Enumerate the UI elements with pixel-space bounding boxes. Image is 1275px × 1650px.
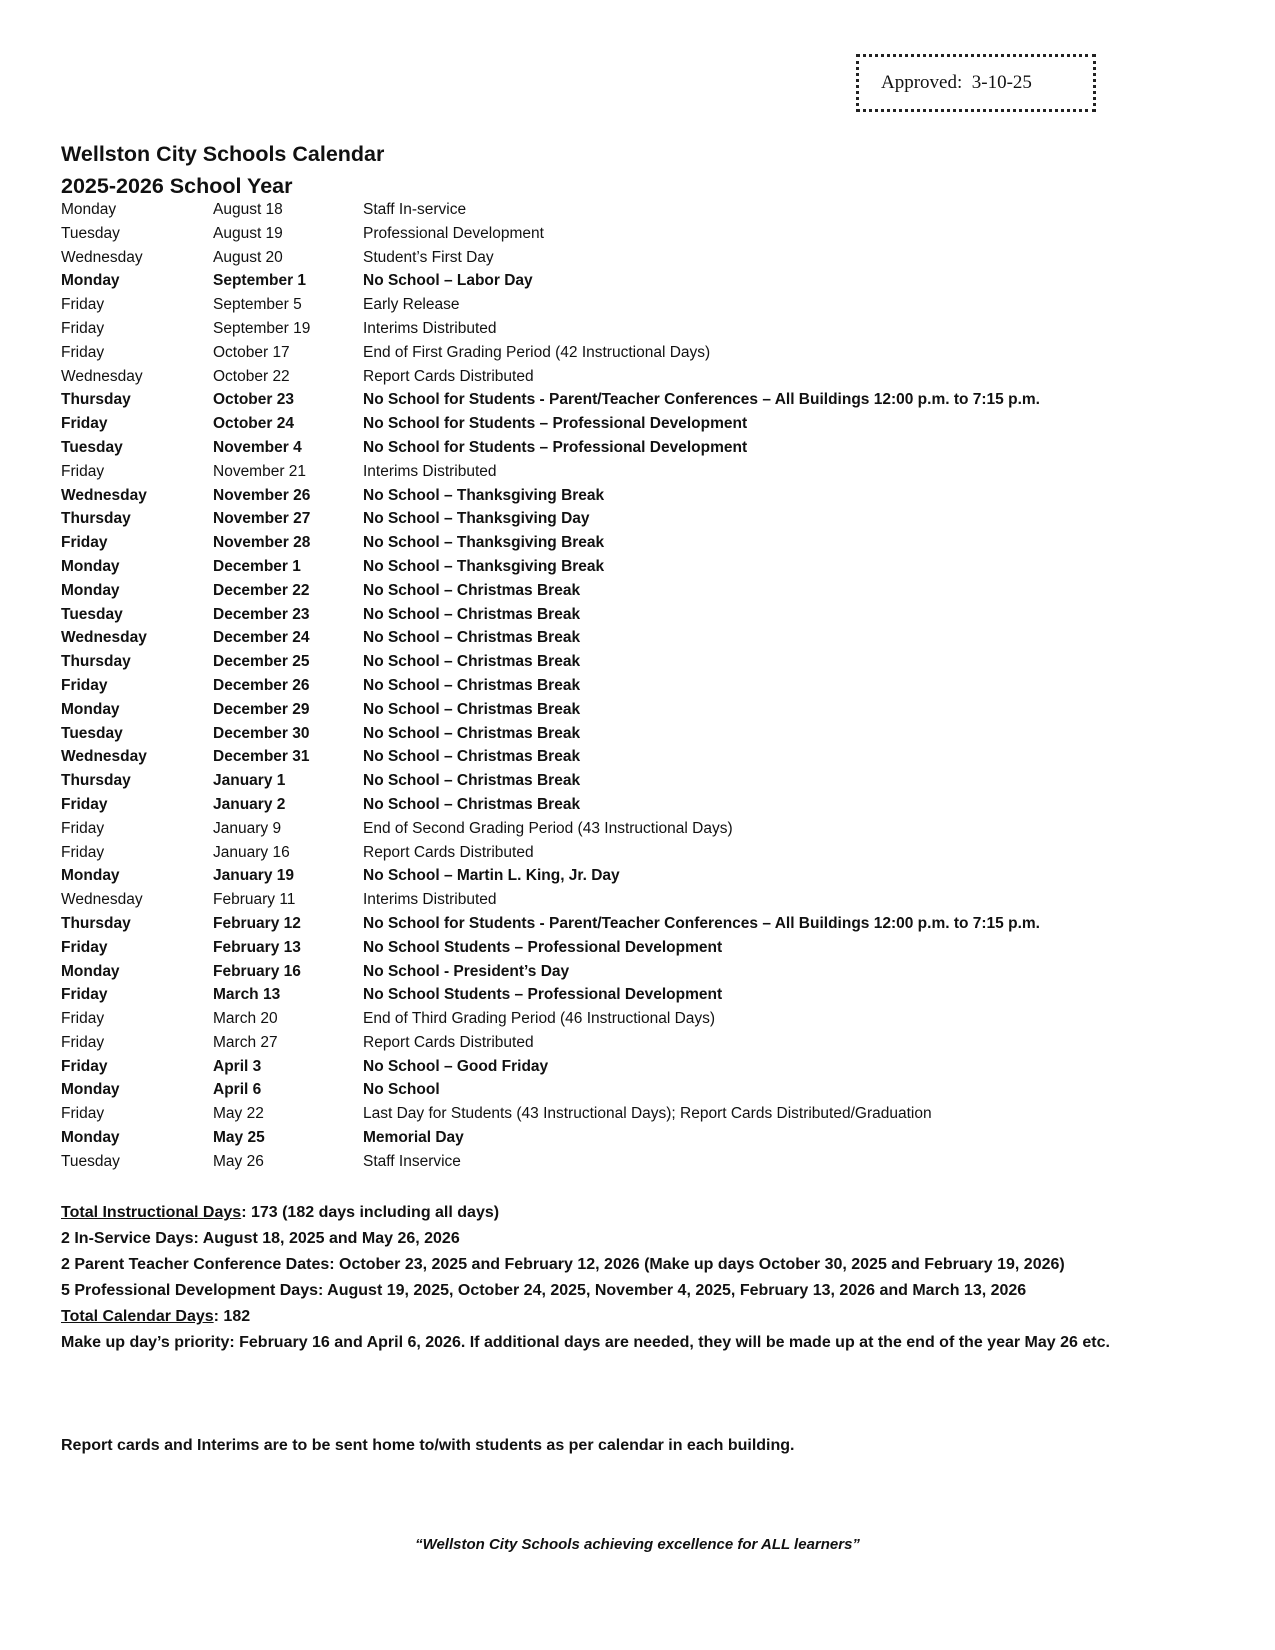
event-description: No School – Thanksgiving Day <box>363 510 590 528</box>
event-description: Interims Distributed <box>363 891 497 909</box>
event-day: Tuesday <box>61 724 123 742</box>
event-row <box>61 436 1040 460</box>
document-header <box>61 138 384 202</box>
approval-label: Approved: <box>881 72 963 93</box>
inservice-days: 2 In-Service Days: August 18, 2025 and May 26, 2026 <box>61 1230 460 1247</box>
summary-section <box>61 1200 1181 1356</box>
event-row <box>61 698 1040 722</box>
calendar-days <box>61 1304 1181 1330</box>
event-date: May 26 <box>213 1152 264 1170</box>
report-card-note: Report cards and Interims are to be sent home to/with students as per calendar in each building. <box>61 1437 795 1454</box>
event-row <box>61 674 1040 698</box>
event-date: December 25 <box>213 653 310 671</box>
conference-dates: 2 Parent Teacher Conference Dates: October 23, 2025 and February 12, 2026 (Make up days October 30, 2025 and February 19, 2026) <box>61 1256 1065 1273</box>
event-description: No School for Students – Professional Development <box>363 438 748 456</box>
event-row <box>61 1126 1040 1150</box>
document-title: Wellston City Schools Calendar <box>61 142 385 166</box>
event-row <box>61 936 1040 960</box>
event-day: Friday <box>61 415 108 433</box>
event-description: Professional Development <box>363 224 544 242</box>
event-date: May 25 <box>213 1129 265 1147</box>
event-row <box>61 603 1040 627</box>
event-description: Report Cards Distributed <box>363 1033 534 1051</box>
event-description: Report Cards Distributed <box>363 843 534 861</box>
event-date: October 23 <box>213 391 294 409</box>
event-description: Staff Inservice <box>363 1152 461 1170</box>
event-day: Tuesday <box>61 438 123 456</box>
event-day: Wednesday <box>61 748 147 766</box>
event-day: Monday <box>61 581 120 599</box>
event-description: End of Second Grading Period (43 Instructional Days) <box>363 819 733 837</box>
event-row <box>61 960 1040 984</box>
event-date: August 20 <box>213 248 283 266</box>
event-date: September 19 <box>213 319 311 337</box>
event-row <box>61 222 1040 246</box>
event-description: No School – Thanksgiving Break <box>363 486 605 504</box>
makeup-priority: Make up day’s priority: February 16 and April 6, 2026. If additional days are needed, they will be made up at the end of the year May 26 etc. <box>61 1334 1110 1351</box>
event-day: Monday <box>61 867 120 885</box>
event-date: September 1 <box>213 272 307 290</box>
event-date: December 29 <box>213 700 310 718</box>
event-row <box>61 555 1040 579</box>
event-day: Thursday <box>61 914 131 932</box>
event-row <box>61 626 1040 650</box>
approval-stamp <box>856 54 1096 112</box>
event-day: Monday <box>61 557 120 575</box>
event-day: Tuesday <box>61 224 120 242</box>
event-row <box>61 983 1040 1007</box>
event-date: February 11 <box>213 891 296 909</box>
event-row <box>61 365 1040 389</box>
event-description: No School – Labor Day <box>363 272 533 290</box>
event-row <box>61 1150 1040 1174</box>
event-day: Friday <box>61 819 105 837</box>
event-row <box>61 817 1040 841</box>
event-description: Interims Distributed <box>363 462 497 480</box>
event-description: No School for Students - Parent/Teacher Conferences – All Buildings 12:00 p.m. to 7:15 p.m. <box>363 391 1040 409</box>
event-description: No School – Christmas Break <box>363 795 581 813</box>
event-day: Friday <box>61 986 108 1004</box>
event-row <box>61 341 1040 365</box>
event-date: May 22 <box>213 1105 264 1123</box>
event-row <box>61 864 1040 888</box>
event-date: January 9 <box>213 819 282 837</box>
event-row <box>61 841 1040 865</box>
event-description: No School – Christmas Break <box>363 700 581 718</box>
document-subtitle: 2025-2026 School Year <box>61 174 293 198</box>
event-description: No School – Christmas Break <box>363 605 581 623</box>
event-day: Monday <box>61 962 120 980</box>
event-row <box>61 388 1040 412</box>
event-row <box>61 745 1040 769</box>
event-description: No School - President’s Day <box>363 962 570 980</box>
event-date: November 28 <box>213 534 311 552</box>
event-date: December 1 <box>213 557 301 575</box>
event-row <box>61 1078 1040 1102</box>
event-date: December 24 <box>213 629 310 647</box>
footer-motto: “Wellston City Schools achieving excellence for ALL learners” <box>415 1536 860 1553</box>
event-date: August 19 <box>213 224 283 242</box>
event-date: November 4 <box>213 438 302 456</box>
event-day: Thursday <box>61 510 131 528</box>
event-row <box>61 531 1040 555</box>
event-row <box>61 722 1040 746</box>
event-day: Friday <box>61 938 108 956</box>
event-description: No School Students – Professional Development <box>363 986 723 1004</box>
event-day: Friday <box>61 1010 105 1028</box>
event-description: No School – Martin L. King, Jr. Day <box>363 867 620 885</box>
event-date: December 26 <box>213 676 310 694</box>
instructional-days <box>61 1200 1181 1226</box>
event-description: No School – Christmas Break <box>363 581 581 599</box>
event-day: Friday <box>61 1105 105 1123</box>
event-date: October 22 <box>213 367 290 385</box>
event-description: Staff In-service <box>363 201 467 218</box>
event-description: No School – Christmas Break <box>363 676 581 694</box>
event-day: Friday <box>61 343 105 361</box>
event-day: Friday <box>61 843 105 861</box>
event-description: No School – Christmas Break <box>363 748 581 766</box>
event-row <box>61 317 1040 341</box>
event-date: January 16 <box>213 843 290 861</box>
event-description: Student’s First Day <box>363 248 494 266</box>
event-row <box>61 198 1040 222</box>
event-day: Friday <box>61 462 105 480</box>
event-description: End of Third Grading Period (46 Instructional Days) <box>363 1010 716 1028</box>
event-date: March 13 <box>213 986 281 1004</box>
event-description: Memorial Day <box>363 1129 464 1147</box>
event-description: No School – Christmas Break <box>363 629 581 647</box>
event-date: August 18 <box>213 201 283 218</box>
event-date: March 27 <box>213 1033 278 1051</box>
event-description: No School Students – Professional Development <box>363 938 723 956</box>
event-row <box>61 888 1040 912</box>
calendar-days-value: : 182 <box>213 1308 251 1325</box>
event-day: Wednesday <box>61 629 147 647</box>
event-row <box>61 1031 1040 1055</box>
event-date: November 21 <box>213 462 307 480</box>
event-day: Wednesday <box>61 486 147 504</box>
event-date: October 17 <box>213 343 290 361</box>
event-row <box>61 912 1040 936</box>
event-row <box>61 507 1040 531</box>
approval-date: 3-10-25 <box>971 72 1032 93</box>
event-date: December 22 <box>213 581 310 599</box>
event-row <box>61 484 1040 508</box>
event-day: Thursday <box>61 772 131 790</box>
event-description: No School for Students – Professional Development <box>363 415 748 433</box>
event-day: Monday <box>61 201 117 218</box>
event-row <box>61 650 1040 674</box>
event-day: Friday <box>61 1057 108 1075</box>
event-description: No School <box>363 1081 440 1099</box>
event-row <box>61 269 1040 293</box>
event-day: Friday <box>61 1033 105 1051</box>
event-date: January 19 <box>213 867 294 885</box>
event-description: Interims Distributed <box>363 319 497 337</box>
event-day: Tuesday <box>61 605 123 623</box>
event-row <box>61 769 1040 793</box>
event-row <box>61 579 1040 603</box>
event-date: February 16 <box>213 962 301 980</box>
instructional-days-label: Total Instructional Days <box>61 1204 242 1221</box>
event-date: December 23 <box>213 605 310 623</box>
event-day: Friday <box>61 319 105 337</box>
event-description: No School – Christmas Break <box>363 724 581 742</box>
event-day: Friday <box>61 676 108 694</box>
event-description: No School for Students - Parent/Teacher Conferences – All Buildings 12:00 p.m. to 7:15 p.m. <box>363 914 1040 932</box>
event-date: October 24 <box>213 415 294 433</box>
event-row <box>61 460 1040 484</box>
event-day: Friday <box>61 795 108 813</box>
event-day: Monday <box>61 272 120 290</box>
event-description: No School – Thanksgiving Break <box>363 534 605 552</box>
event-date: January 1 <box>213 772 286 790</box>
event-row <box>61 1055 1040 1079</box>
events-list <box>61 198 1040 1174</box>
event-description: No School – Thanksgiving Break <box>363 557 605 575</box>
event-day: Friday <box>61 534 108 552</box>
event-description: Report Cards Distributed <box>363 367 534 385</box>
instructional-days-value: : 173 (182 days including all days) <box>241 1204 500 1221</box>
event-day: Friday <box>61 296 105 314</box>
event-date: April 6 <box>213 1081 262 1099</box>
event-date: January 2 <box>213 795 286 813</box>
event-description: End of First Grading Period (42 Instructional Days) <box>363 343 711 361</box>
event-row <box>61 246 1040 270</box>
event-day: Thursday <box>61 653 131 671</box>
event-day: Thursday <box>61 391 131 409</box>
event-date: April 3 <box>213 1057 262 1075</box>
event-date: February 12 <box>213 914 301 932</box>
event-date: November 27 <box>213 510 311 528</box>
professional-development-days: 5 Professional Development Days: August 19, 2025, October 24, 2025, November 4, 2025, February 13, 2026 and March 13, 2026 <box>61 1282 1027 1299</box>
event-description: Early Release <box>363 296 460 314</box>
event-day: Tuesday <box>61 1152 120 1170</box>
event-day: Wednesday <box>61 891 143 909</box>
event-description: No School – Good Friday <box>363 1057 549 1075</box>
event-day: Wednesday <box>61 248 143 266</box>
event-row <box>61 412 1040 436</box>
event-row <box>61 793 1040 817</box>
event-date: December 31 <box>213 748 310 766</box>
event-description: No School – Christmas Break <box>363 772 581 790</box>
event-day: Monday <box>61 1129 120 1147</box>
event-day: Wednesday <box>61 367 143 385</box>
event-day: Monday <box>61 1081 120 1099</box>
calendar-days-label: Total Calendar Days <box>61 1308 214 1325</box>
event-date: November 26 <box>213 486 311 504</box>
event-day: Monday <box>61 700 120 718</box>
event-date: September 5 <box>213 296 302 314</box>
event-date: March 20 <box>213 1010 278 1028</box>
event-row <box>61 1102 1040 1126</box>
event-date: February 13 <box>213 938 301 956</box>
event-row <box>61 1007 1040 1031</box>
event-description: No School – Christmas Break <box>363 653 581 671</box>
event-row <box>61 293 1040 317</box>
event-date: December 30 <box>213 724 310 742</box>
event-description: Last Day for Students (43 Instructional Days); Report Cards Distributed/Graduation <box>363 1105 932 1123</box>
